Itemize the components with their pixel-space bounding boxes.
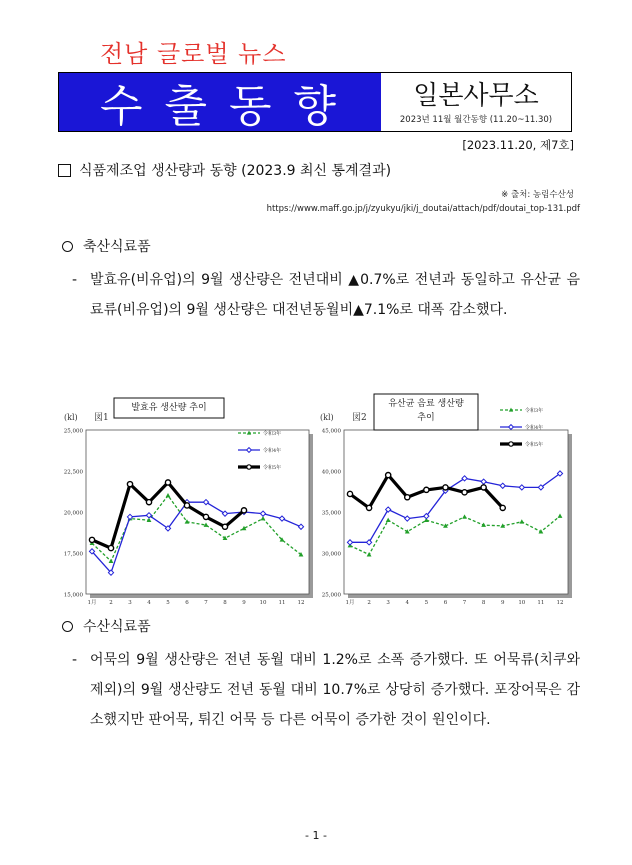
x-tick-label: 1月 [345, 600, 355, 606]
x-tick-label: 9 [242, 600, 246, 606]
checkbox-icon [58, 164, 71, 177]
chart-lactic-drink [318, 390, 580, 612]
x-tick-label: 5 [424, 600, 429, 606]
x-tick-label: 2 [109, 600, 113, 606]
x-tick-label: 1月 [87, 600, 97, 606]
y-tick-label: 25,000 [321, 592, 341, 599]
data-point [89, 537, 94, 542]
data-point [165, 480, 170, 485]
y-tick-label: 25,000 [63, 428, 83, 435]
dash-bullet: - [72, 652, 78, 668]
circle-bullet-icon [62, 621, 73, 632]
fishery-heading-text: 수산식료품 [83, 619, 151, 635]
legend-marker [247, 465, 251, 469]
data-point [500, 505, 505, 510]
x-tick-label: 11 [278, 600, 286, 606]
data-point [241, 508, 246, 513]
circle-bullet-icon [62, 241, 73, 252]
x-tick-label: 8 [223, 600, 227, 606]
legend-marker [509, 425, 514, 430]
x-tick-label: 9 [500, 600, 505, 606]
legend-label: 令和5年 [525, 442, 544, 448]
x-tick-label: 7 [462, 600, 467, 606]
x-tick-label: 10 [259, 600, 267, 606]
newsletter-banner [58, 72, 572, 132]
data-point [366, 505, 371, 510]
chart-fermented-milk [62, 390, 317, 612]
legend-label: 令和4年 [525, 425, 544, 431]
legend-label: 令和4年 [263, 448, 282, 454]
banner-title: 수출동향 [99, 81, 358, 132]
x-tick-label: 6 [185, 600, 189, 606]
livestock-heading-text: 축산식료품 [83, 239, 151, 255]
unit-label: (kl) [320, 413, 334, 422]
data-point [203, 514, 208, 519]
chart-title-line: 유산균 음료 생산량 [388, 399, 464, 409]
x-tick-label: 11 [537, 600, 545, 606]
x-tick-label: 12 [297, 600, 305, 606]
x-tick-label: 3 [128, 600, 132, 606]
issue-date-number: [2023.11.20, 제7호] [462, 138, 574, 152]
y-tick-label: 30,000 [321, 551, 341, 558]
fishery-paragraph [72, 645, 580, 735]
chart-title-line: 추이 [417, 413, 435, 423]
y-tick-label: 22,500 [63, 469, 83, 476]
data-point [405, 495, 410, 500]
section-title-text: 식품제조업 생산량과 동향 (2023.9 최신 통계결과) [79, 163, 392, 179]
office-name: 일본사무소 [413, 81, 539, 111]
legend-marker [509, 442, 513, 446]
livestock-paragraph [72, 265, 580, 325]
figure-label: 図2 [352, 413, 367, 423]
fishery-text: 어묵의 9월 생산량은 전년 동월 대비 1.2%로 소폭 증가했다. 또 어묵류(치쿠와 제외)의 9월 생산량도 전년 동월 대비 10.7%로 상당히 증가했다. 포장어묵은 감소했지만 판어묵, 튀긴 어묵 등 다른 어묵이 증가한 것이 원인이다. [90, 652, 580, 728]
plot-area [344, 430, 568, 594]
legend-label: 令和3年 [525, 408, 544, 414]
data-point [108, 545, 113, 550]
page-number: - 1 - [305, 829, 327, 842]
data-point [462, 490, 467, 495]
source-url[interactable]: https://www.maff.go.jp/j/zyukyu/jki/j_doutai/attach/pdf/doutai_top-131.pdf [266, 204, 580, 214]
legend-label: 令和5年 [263, 465, 282, 471]
y-tick-label: 20,000 [63, 510, 83, 517]
livestock-heading [62, 236, 151, 256]
issue-period: 2023년 11월 월간동향 (11.20~11.30) [399, 115, 553, 125]
fishery-heading [62, 616, 151, 636]
data-point [481, 485, 486, 490]
data-point [222, 524, 227, 529]
data-point [386, 473, 391, 478]
x-tick-label: 4 [405, 600, 410, 606]
figure-label: 図1 [94, 413, 109, 423]
livestock-text: 발효유(비유업)의 9월 생산량은 전년대비 ▲0.7%로 전년과 동일하고 유산균 음료류(비유업)의 9월 생산량은 대전년동월비▲7.1%로 대폭 감소했다. [90, 272, 580, 318]
dash-bullet: - [72, 272, 78, 288]
x-tick-label: 4 [147, 600, 151, 606]
y-tick-label: 17,500 [63, 551, 83, 558]
y-tick-label: 40,000 [321, 469, 341, 476]
x-tick-label: 5 [166, 600, 170, 606]
unit-label: (kl) [64, 413, 78, 422]
x-tick-label: 2 [367, 600, 371, 606]
x-tick-label: 10 [518, 600, 526, 606]
data-point [424, 487, 429, 492]
source-label: ※ 출처: 농림수산성 [501, 190, 574, 200]
y-tick-label: 15,000 [63, 592, 83, 599]
data-point [127, 482, 132, 487]
data-point [146, 500, 151, 505]
section-title [58, 160, 391, 180]
data-point [347, 491, 352, 496]
x-tick-label: 7 [204, 600, 208, 606]
x-tick-label: 6 [443, 600, 448, 606]
org-title: 전남 글로벌 뉴스 [100, 40, 287, 68]
data-point [443, 485, 448, 490]
chart-title-line: 발효유 생산량 추이 [131, 403, 207, 413]
data-point [184, 503, 189, 508]
x-tick-label: 8 [481, 600, 486, 606]
legend-label: 令和3年 [263, 431, 282, 437]
x-tick-label: 3 [386, 600, 390, 606]
x-tick-label: 12 [556, 600, 564, 606]
y-tick-label: 35,000 [321, 510, 341, 517]
y-tick-label: 45,000 [321, 428, 341, 435]
